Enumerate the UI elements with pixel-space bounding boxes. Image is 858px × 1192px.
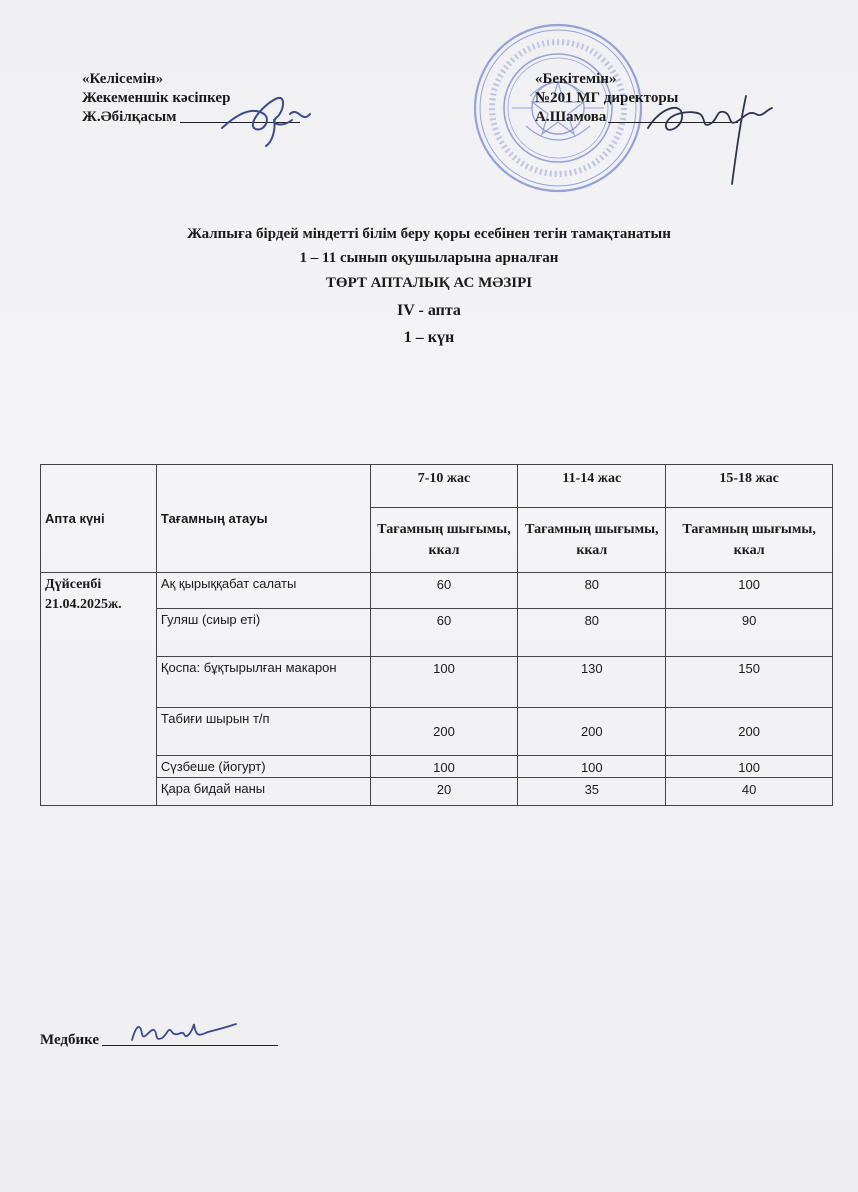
nurse-signature: [124, 1010, 244, 1050]
col-header-day: Апта күні: [41, 465, 157, 573]
day-date: 21.04.2025ж.: [45, 597, 122, 612]
value-cell: 100: [666, 573, 833, 609]
value-cell: 100: [518, 756, 666, 778]
heading-line-1: Жалпыға бірдей міндетті білім беру қоры есебінен тегін тамақтанатын: [187, 226, 671, 242]
value-cell: 60: [370, 609, 518, 657]
entrepreneur-signature: [212, 84, 322, 150]
value-cell: 200: [518, 708, 666, 756]
table-row: [41, 609, 833, 657]
day-name: Дүйсенбі: [45, 577, 102, 592]
table-row: [41, 756, 833, 778]
value-cell: 100: [370, 657, 518, 708]
value-cell: 35: [518, 778, 666, 806]
menu-title: ТӨРТ АПТАЛЫҚ АС МӘЗІРІ: [325, 275, 533, 291]
col-subheader-yield: Тағамның шығымы, ккал: [666, 508, 833, 573]
col-header-age: 7-10 жас: [370, 465, 518, 508]
value-cell: 100: [370, 756, 518, 778]
value-cell: 200: [370, 708, 518, 756]
col-subheader-yield: Тағамның шығымы, ккал: [370, 508, 518, 573]
approval-role: №201 МГ директоры: [535, 90, 679, 106]
table-header-row: [41, 465, 833, 508]
col-subheader-yield: Тағамның шығымы, ккал: [518, 508, 666, 573]
value-cell: 200: [666, 708, 833, 756]
dish-name: Гуляш (сиыр еті): [156, 609, 370, 657]
value-cell: 40: [666, 778, 833, 806]
dish-name: Сүзбеше (йогурт): [156, 756, 370, 778]
dish-name: Қара бидай наны: [156, 778, 370, 806]
col-header-dish: Тағамның атауы: [156, 465, 370, 573]
dish-name: Ақ қырыққабат салаты: [156, 573, 370, 609]
value-cell: 60: [370, 573, 518, 609]
agreement-role: Жекеменшік кәсіпкер: [82, 90, 231, 106]
week-label: IV - апта: [397, 302, 461, 319]
day-cell: [41, 573, 157, 806]
col-header-age: 15-18 жас: [666, 465, 833, 508]
approval-name: А.Шамова: [535, 109, 607, 125]
day-label: 1 – күн: [403, 329, 455, 346]
value-cell: 150: [666, 657, 833, 708]
table-row: [41, 573, 833, 609]
nurse-label: Медбике: [40, 1032, 100, 1048]
approval-title: «Бекітемін»: [535, 71, 617, 87]
dish-name: Табиғи шырын т/п: [156, 708, 370, 756]
value-cell: 100: [666, 756, 833, 778]
agreement-name: Ж.Әбілқасым: [82, 109, 177, 125]
menu-table: [40, 464, 833, 806]
table-row: [41, 708, 833, 756]
value-cell: 20: [370, 778, 518, 806]
value-cell: 90: [666, 609, 833, 657]
value-cell: 80: [518, 573, 666, 609]
heading-line-2: 1 – 11 сынып оқушыларына арналған: [299, 250, 559, 266]
value-cell: 80: [518, 609, 666, 657]
table-row: [41, 778, 833, 806]
value-cell: 130: [518, 657, 666, 708]
table-row: [41, 657, 833, 708]
director-signature: [640, 84, 780, 188]
agreement-title: «Келісемін»: [82, 71, 164, 87]
col-header-age: 11-14 жас: [518, 465, 666, 508]
dish-name: Қоспа: бұқтырылған макарон: [156, 657, 370, 708]
